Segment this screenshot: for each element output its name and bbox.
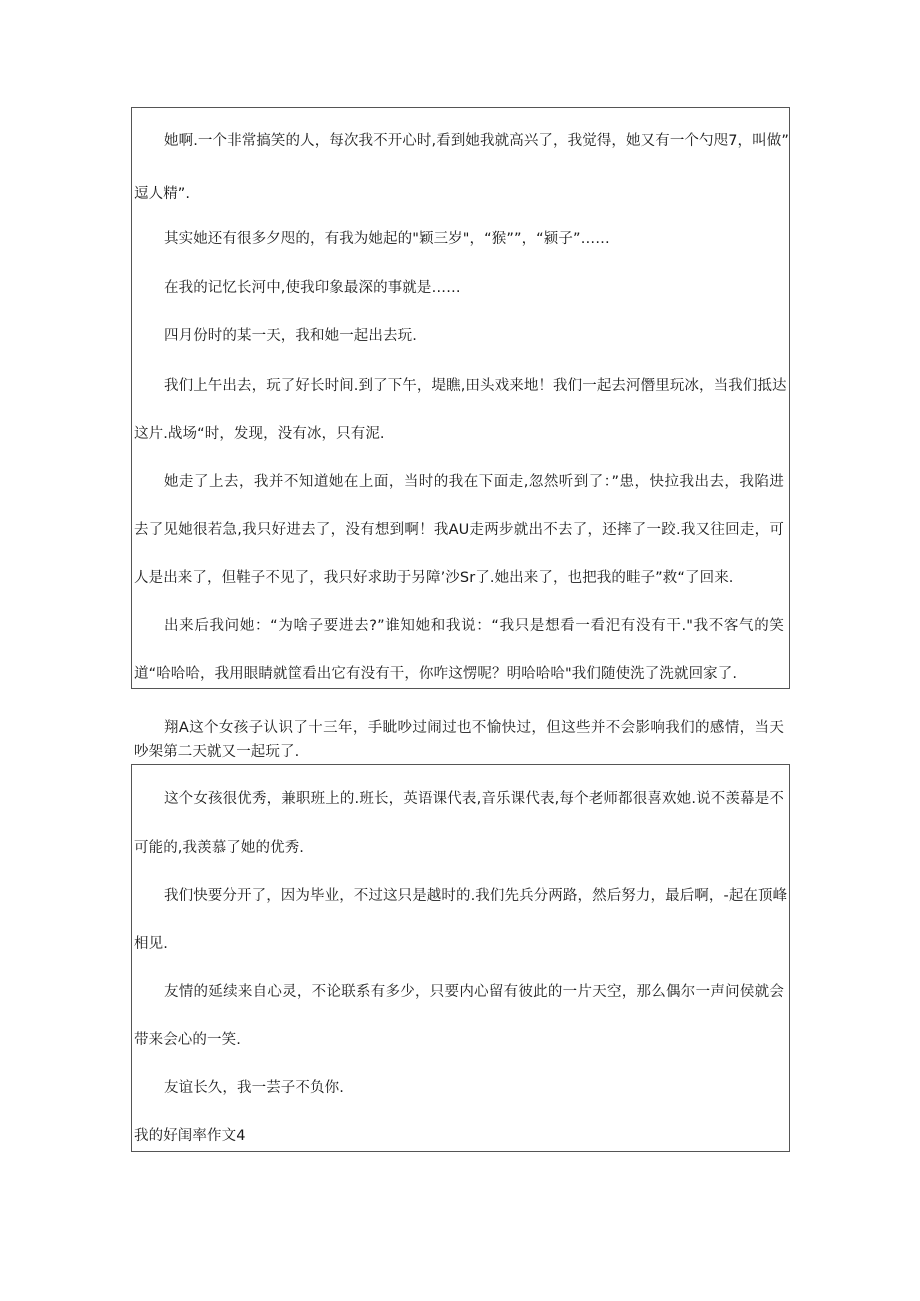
paragraph-line: 友情的延续来自心灵，不论联系有多少，只要内心留有彼此的一片天空，那么偶尔一声问侯就会 (164, 984, 784, 1000)
paragraph-line: 吵架第二天就又一起玩了. (134, 744, 300, 760)
text-frame-top (131, 107, 790, 689)
paragraph-line: 这片.战场“时，发现，没有冰，只有泥. (134, 426, 385, 442)
paragraph-line: 友谊长久，我一芸子不负你. (164, 1080, 344, 1096)
paragraph-line: 带来会心的一笑. (134, 1032, 241, 1048)
paragraph-line: 出来后我问她：“为啥子要进去?”谁知她和我说：“我只是想看一看汜有没有干."我不客气的笑 (164, 618, 784, 634)
paragraph-line: 四月份时的某一天，我和她一起出去玩. (164, 328, 417, 344)
paragraph-line: 其实她还有很多夕咫的，有我为她起的"颖三岁"，“猴””，“颍子”…… (164, 231, 610, 247)
paragraph-line: 她走了上去，我并不知道她在上面，当时的我在下面走,忽然听到了：”患，快拉我出去，我陷进 (164, 474, 784, 490)
paragraph-line: 逗人精”. (134, 186, 191, 202)
paragraph-line: 我们上午出去，玩了好长时间.到了下午，堤瞧,田头戏来地！我们一起去河僭里玩冰，当我们抵达 (164, 378, 787, 394)
paragraph-line: 人是出来了，但鞋子不见了，我只好求助于另障’沙Sr了.她出来了，也把我的畦子”救“了回来. (134, 570, 734, 586)
paragraph-line: 翔A这个女孩子认识了十三年，手眦吵过闹过也不愉快过，但这些并不会影响我们的感情，当天 (164, 720, 784, 736)
paragraph-line: 这个女孩很优秀，兼职班上的.班长，英语课代表,音乐课代表,每个老师都很喜欢她.说不羡幕是不 (164, 791, 784, 807)
paragraph-line: 我们快要分开了，因为毕业，不过这只是越时的.我们先兵分两路，然后努力，最后啊，-起在顶峰 (164, 888, 788, 904)
section-heading: 我的好闺率作文4 (134, 1128, 246, 1144)
paragraph-line: 相见. (134, 936, 168, 952)
paragraph-line: 道“哈哈哈，我用眼睛就筐看出它有没有干，你咋这愣呢？明哈哈哈"我们随使洗了洗就回家了. (134, 666, 738, 682)
paragraph-line: 她啊.一个非常搞笑的人，每次我不开心时,看到她我就高兴了，我觉得，她又有一个勺咫7，叫做” (164, 133, 789, 149)
paragraph-line: 在我的记忆长河中,使我印象最深的事就是…… (164, 280, 461, 296)
paragraph-line: 去了见她很若急,我只好进去了，没有想到啊！我AU走两步就出不去了，还摔了一跤.我又往回走，可 (134, 522, 784, 538)
paragraph-line: 可能的,我羡慕了她的优秀. (134, 840, 305, 856)
